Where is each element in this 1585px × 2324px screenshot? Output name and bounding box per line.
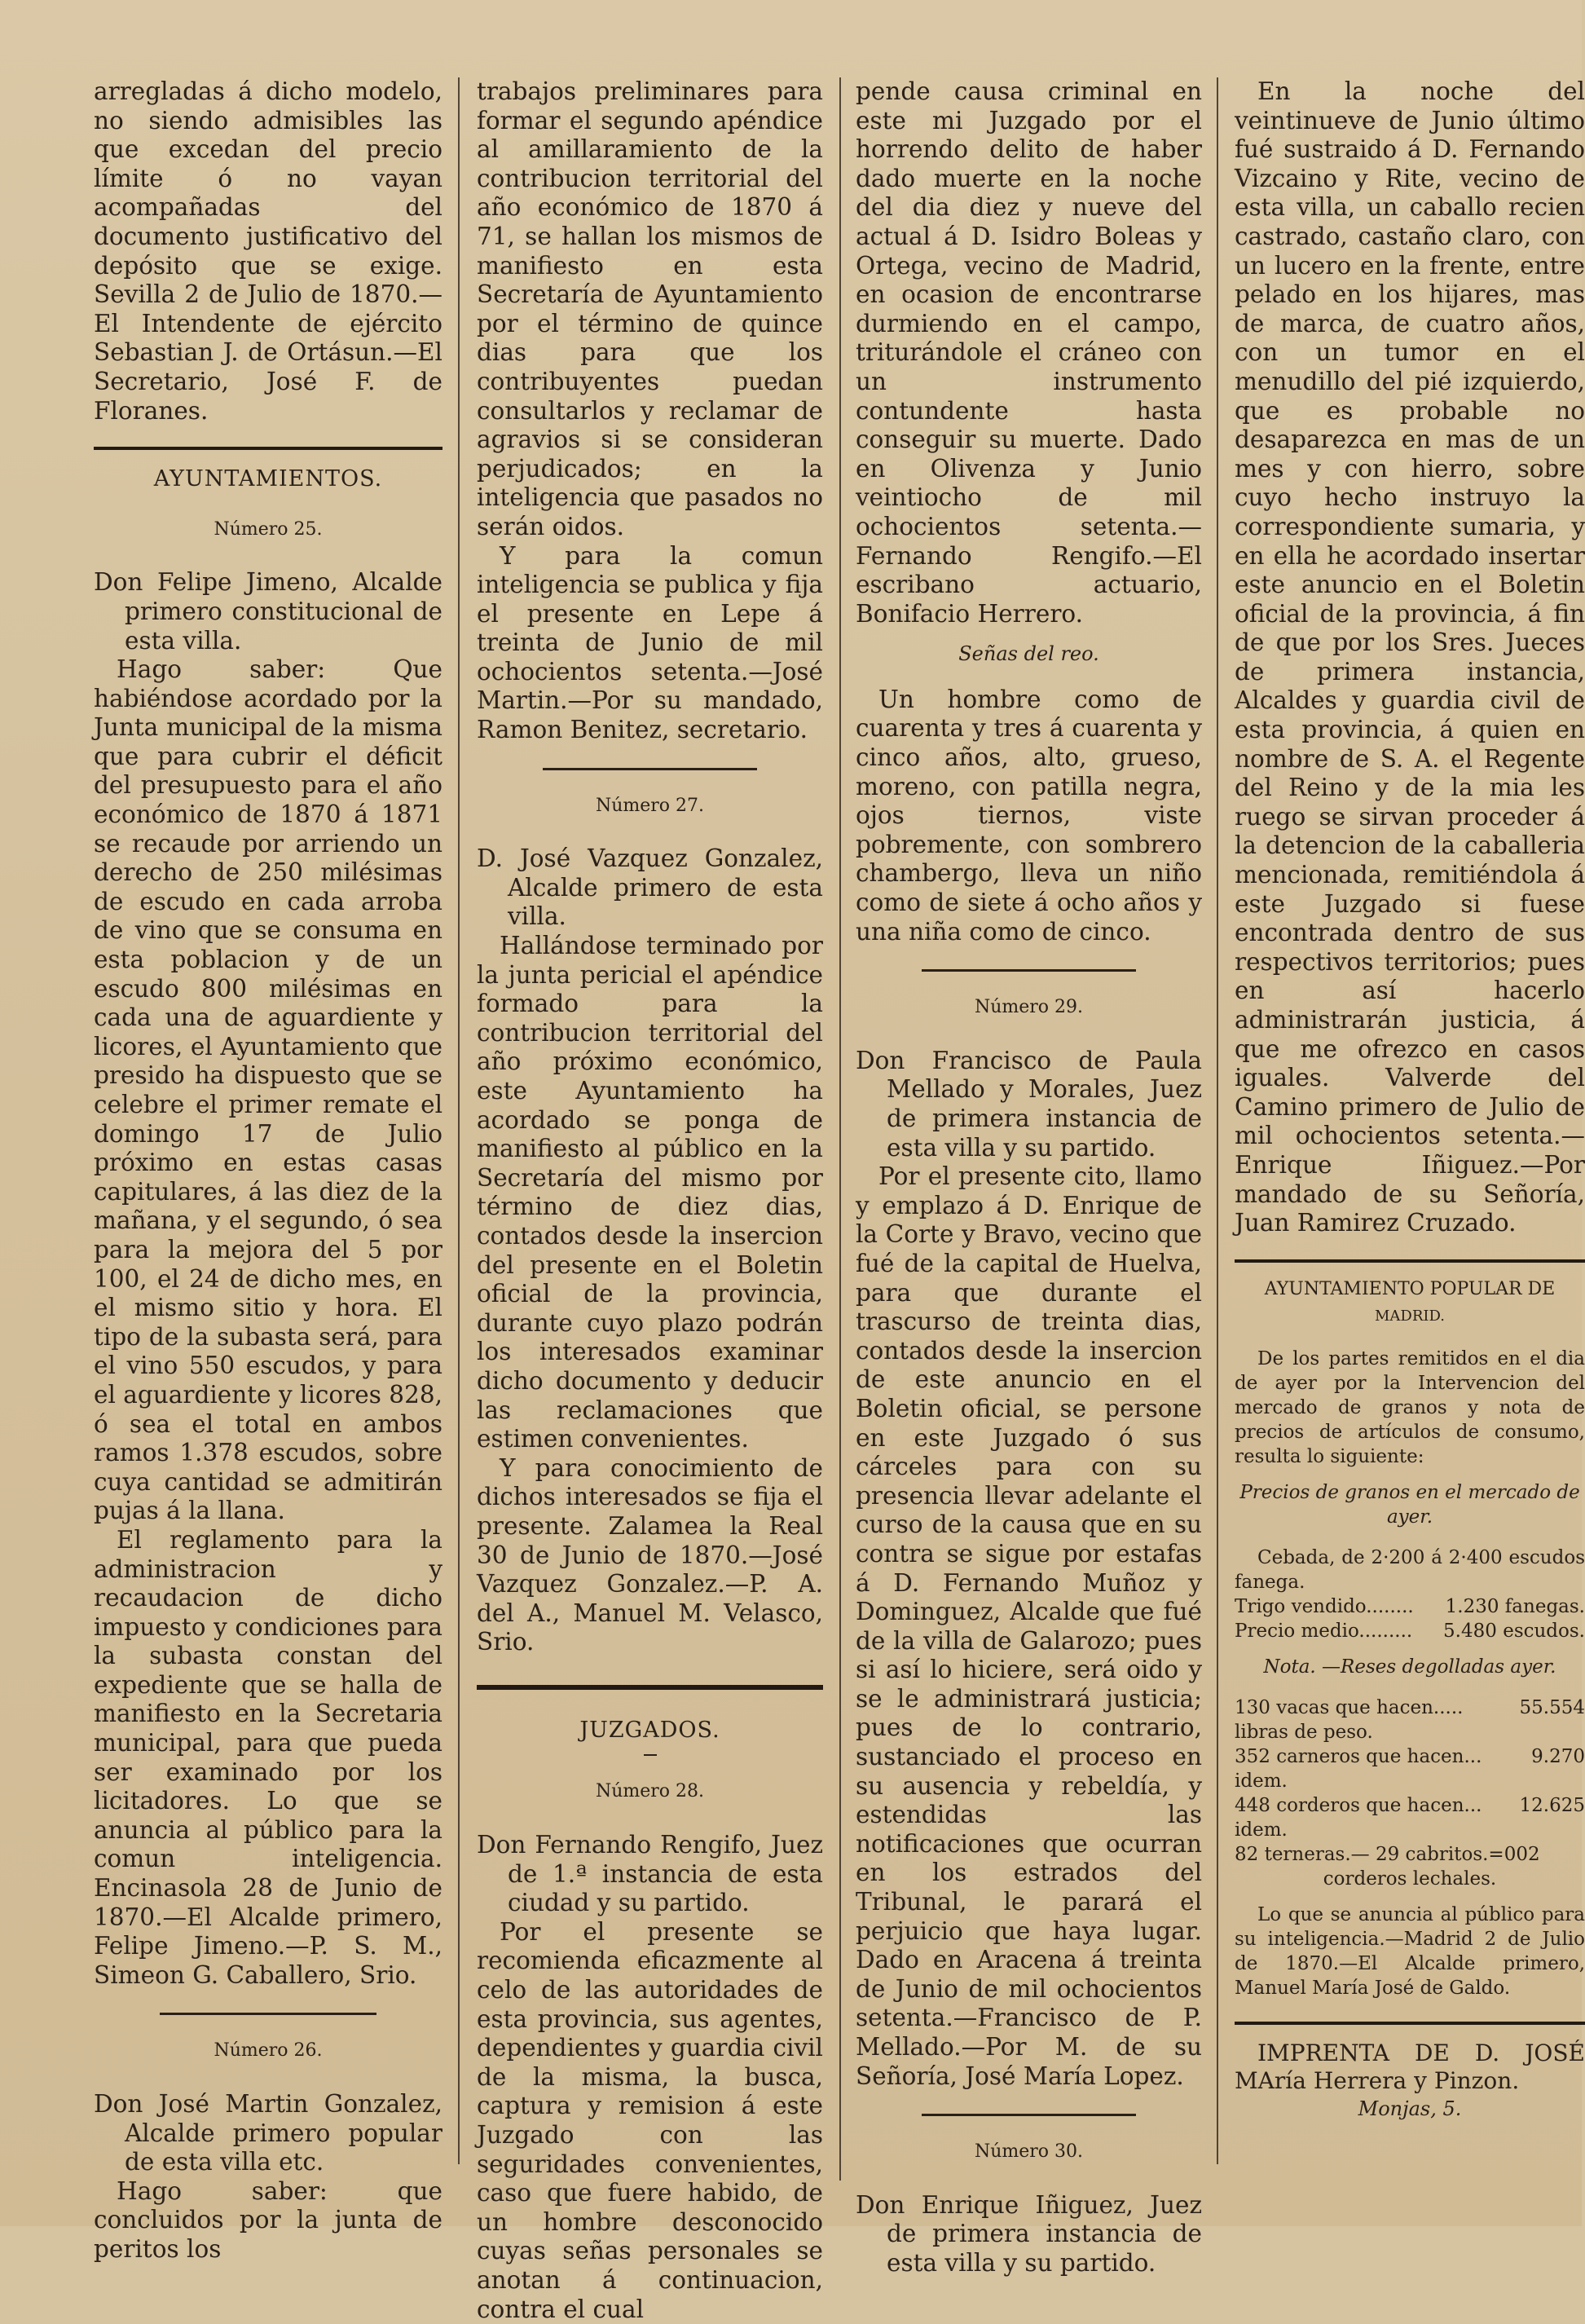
- section-divider: [1235, 1259, 1585, 1263]
- column-2: [477, 77, 823, 2323]
- market-report-title: AYUNTAMIENTO POPULAR DE: [1264, 1278, 1556, 1299]
- continued-text: arregladas á dicho modelo, no siendo admisibles las que excedan del precio límite ó no vayan acompañadas del documento justificativo del depósito que se exige. Sevilla 2 de Julio de 1870.—El Intendente de ejército Sebastian J. de Ortásun.—El Secretario, José F. de Floranes.: [94, 77, 442, 425]
- section-divider: [94, 447, 442, 450]
- notice-body: Un hombre como de cuarenta y tres á cuarenta y cinco años, alto, grueso, moreno, con patilla negra, ojos tiernos, viste pobremente, con sombrero chambergo, lleva un niño como de siete á ocho años y una niña como de cinco.: [856, 685, 1202, 946]
- column-3: [856, 77, 1202, 2277]
- column-rule: [1217, 77, 1218, 2164]
- notice-number: Número 28.: [595, 1781, 705, 1802]
- slaughter-list: [1235, 1696, 1585, 1891]
- slaughter-value: 9.270: [1531, 1746, 1585, 1768]
- slaughter-unit: idem.: [1235, 1771, 1288, 1793]
- slaughter-item: [1235, 1696, 1585, 1744]
- notice-divider: [922, 969, 1137, 972]
- slaughter-value: 55.554: [1519, 1697, 1585, 1719]
- slaughter-unit: libras de peso.: [1235, 1722, 1373, 1744]
- slaughter-unit: corderos lechales.: [1323, 1868, 1497, 1890]
- slaughter-item: [1235, 1744, 1585, 1793]
- slaughter-value: 12.625: [1519, 1795, 1585, 1817]
- slaughter-note-title: Nota. —Reses degolladas ayer.: [1263, 1656, 1556, 1678]
- slaughter-item: [1235, 1793, 1585, 1842]
- average-price-value: 5.480 escudos.: [1443, 1621, 1585, 1643]
- section-divider: [1235, 2022, 1585, 2025]
- notice-heading: Don Felipe Jimeno, Alcalde primero constitucional de esta villa.: [94, 568, 442, 655]
- notice-heading: Don Fernando Rengifo, Juez de 1.ª instancia de esta ciudad y su partido.: [477, 1831, 823, 1917]
- slaughter-label: 352 carneros que hacen...: [1235, 1746, 1482, 1768]
- notice-heading: Don Enrique Iñiguez, Juez de primera instancia de esta villa y su partido.: [856, 2190, 1202, 2277]
- notice-body: Hago saber: Que habiéndose acordado por la Junta municipal de la misma que para cubrir el déficit del presupuesto para el año económico de 1870 á 1871 se recaude por arriendo un derecho de 250 milésimas de escudo en cada arroba de vino que se consuma en esta poblacion y de un escudo 800 milésimas en cada una de aguardiente y licores, el Ayuntamiento que presido ha dispuesto que se celebre el primer remate el domingo 17 de Julio próximo en estas casas capitulares, á las diez de la mañana, y el segundo, ó sea para la mejora del 5 por 100, el 24 de dicho mes, en el mismo sitio y hora. El tipo de la subasta será, para el vino 550 escudos, y para el aguardiente y licores 828, ó sea el total en ambos ramos 1.378 escudos, sobre cuya cantidad se admitirán pujas á la llana.: [94, 655, 442, 1525]
- wheat-sold-value: 1.230 fanegas.: [1445, 1596, 1585, 1618]
- notice-body: Y para conocimiento de dichos interesados se fija el presente. Zalamea la Real 30 de Junio de 1870.—José Vazquez Gonzalez.—P. A. del A., Manuel M. Velasco, Srio.: [477, 1453, 823, 1656]
- wheat-sold-row: [1235, 1594, 1585, 1619]
- notice-body: En la noche del veintinueve de Junio último fué sustraido á D. Fernando Vizcaino y Rite, vecino de esta villa, un caballo recien castrado, castaño claro, con un lucero en la frente, entre pelado en los hijares, mas de marca, de cuatro años, con un tumor en el menudillo del pié izquierdo, que es probable no desaparezca en mas de un mes y con hierro, sobre cuyo hecho instruyo la correspondiente sumaria, y en ella he acordado insertar este anuncio en el Boletin oficial de la provincia, á fin de que por los Sres. Jueces de primera instancia, Alcaldes y guardia civil de esta provincia, á quien en nombre de S. A. el Regente del Reino y de la mia les ruego se sirvan proceder á la detencion de la caballeria mencionada, remitiéndola á este Juzgado si fuese encontrada dentro de sus respectivos territorios; pues en así hacerlo administrarán justicia, á que me ofrezco en casos iguales. Valverde del Camino primero de Julio de mil ochocientos setenta.—Enrique Iñiguez.—Por mandado de su Señoría, Juan Ramirez Cruzado.: [1235, 77, 1585, 1237]
- title-dash: [644, 1754, 657, 1756]
- section-title: JUZGADOS.: [579, 1717, 720, 1743]
- notice-heading: Don José Martin Gonzalez, Alcalde primero popular de esta villa etc.: [94, 2090, 442, 2176]
- slaughter-label: 82 terneras.— 29 cabritos.=002: [1235, 1844, 1540, 1866]
- notice-body: Hallándose terminado por la junta pericial el apéndice formado para la contribucion territorial del año próximo económico, este Ayuntamiento ha acordado se ponga de manifiesto al público en la Secretaría del mismo por término de diez dias, contados desde la insercion del presente en el Boletin oficial de la provincia, durante cuyo plazo podrán los interesados examinar dicho documento y deducir las reclamaciones que estimen convenientes.: [477, 932, 823, 1453]
- barley-price: Cebada, de 2·200 á 2·400 escudos fanega.: [1235, 1547, 1585, 1594]
- market-report-closing: Lo que se anuncia al público para su inteligencia.—Madrid 2 de Julio de 1870.—El Alcalde primero, Manuel María José de Galdo.: [1235, 1904, 1585, 2000]
- column-rule: [839, 77, 841, 2181]
- average-price-row: [1235, 1619, 1585, 1643]
- market-report-intro: De los partes remitidos en el dia de ayer por la Intervencion del mercado de granos y nota de precios de artículos de consumo, resulta lo siguiente:: [1235, 1348, 1585, 1468]
- notice-number: Número 30.: [974, 2141, 1084, 2163]
- column-4: [1235, 77, 1585, 2202]
- notice-body: El reglamento para la administracion y recaudacion de dicho impuesto y condiciones para la subasta constan del expediente que se halla de manifiesto en la Secretaria municipal, para que pueda ser examinado por los licitadores. Lo que se anuncia al público para la comun inteligencia. Encinasola 28 de Junio de 1870.—El Alcalde primero, Felipe Jimeno.—P. S. M., Simeon G. Caballero, Srio.: [94, 1525, 442, 1989]
- printer-address: Monjas, 5.: [1358, 2097, 1462, 2121]
- notice-number: Número 25.: [214, 518, 323, 540]
- market-report-city: MADRID.: [1374, 1307, 1446, 1325]
- notice-body: Por el presente se recomienda eficazmente al celo de las autoridades de esta provincia, sus agentes, dependientes y guardia civil de la misma, la busca, captura y remision á este Juzgado con las seguridades convenientes, caso que fuere habido, de un hombre desconocido cuyas señas personales se anotan á continuacion, contra el cual: [477, 1917, 823, 2323]
- wheat-sold-label: Trigo vendido........: [1235, 1596, 1414, 1618]
- section-divider: [477, 1685, 823, 1690]
- slaughter-unit: idem.: [1235, 1819, 1288, 1841]
- column-1: [94, 77, 442, 2263]
- slaughter-label: 448 corderos que hacen...: [1235, 1795, 1482, 1817]
- notice-body: Por el presente cito, llamo y emplazo á D. Enrique de la Corte y Bravo, vecino que fué de la capital de Huelva, para que durante el trascurso de treinta dias, contados desde la insercion de este anuncio en el Boletin oficial, se persone en este Juzgado ó sus cárceles para con su presencia llevar adelante el curso de la causa que en su contra se sigue por estafas á D. Fernando Muñoz y Dominguez, Alcalde que fué de la villa de Galarozo; pues si así lo hiciere, será oido y se le administrará justicia; pues de lo contrario, sustanciado el proceso en su ausencia y rebeldía, y estendidas las notificaciones que ocurran en los estrados del Tribunal, le parará el perjuicio que haya lugar. Dado en Aracena á treinta de Junio de mil ochocientos setenta.—Francisco de P. Mellado.—Por M. de su Señoría, José María Lopez.: [856, 1162, 1202, 2090]
- continued-text: trabajos preliminares para formar el segundo apéndice al amillaramiento de la contribucion territorial del año económico de 1870 á 71, se hallan los mismos de manifiesto en esta Secretaría de Ayuntamiento por el término de quince dias para que los contribuyentes puedan consultarlos y reclamar de agravios si se consideran perjudicados; en la inteligencia que pasados no serán oidos.: [477, 77, 823, 540]
- notice-heading: Don Francisco de Paula Mellado y Morales, Juez de primera instancia de esta villa y su partido.: [856, 1046, 1202, 1162]
- column-rule: [458, 77, 460, 2164]
- subsection-title: Señas del reo.: [958, 642, 1099, 666]
- section-title: AYUNTAMIENTOS.: [153, 466, 383, 492]
- notice-divider: [922, 2114, 1137, 2116]
- notice-number: Número 27.: [595, 795, 705, 816]
- notice-body: Y para la comun inteligencia se publica y fija el presente en Lepe á treinta de Junio de mil ochocientos setenta.—José Martin.—Por su mandado, Ramon Benitez, secretario.: [477, 541, 823, 744]
- slaughter-label: 130 vacas que hacen.....: [1235, 1697, 1464, 1719]
- notice-divider: [543, 768, 758, 770]
- notice-body: Hago saber: que concluidos por la junta de peritos los: [94, 2176, 442, 2263]
- slaughter-item: [1235, 1842, 1585, 1891]
- average-price-label: Precio medio.........: [1235, 1621, 1413, 1643]
- notice-number: Número 26.: [214, 2040, 323, 2062]
- grain-prices-title: Precios de granos en el mercado de ayer.: [1239, 1482, 1580, 1528]
- notice-heading: D. José Vazquez Gonzalez, Alcalde primero de esta villa.: [477, 844, 823, 931]
- notice-number: Número 29.: [974, 997, 1084, 1018]
- notice-divider: [160, 2013, 376, 2015]
- continued-text: pende causa criminal en este mi Juzgado por el horrendo delito de haber dado muerte en la noche del dia diez y nueve del actual á D. Isidro Boleas y Ortega, vecino de Madrid, en ocasion de encontrarse durmiendo en el campo, triturándole el cráneo con un instrumento contundente hasta conseguir su muerte. Dado en Olivenza y Junio veintiocho de mil ochocientos setenta.—Fernando Rengifo.—El escribano actuario, Bonifacio Herrero.: [856, 77, 1202, 628]
- printer-name: IMPRENTA DE D. JOSÉ MAría Herrera y Pinzon.: [1235, 2040, 1585, 2095]
